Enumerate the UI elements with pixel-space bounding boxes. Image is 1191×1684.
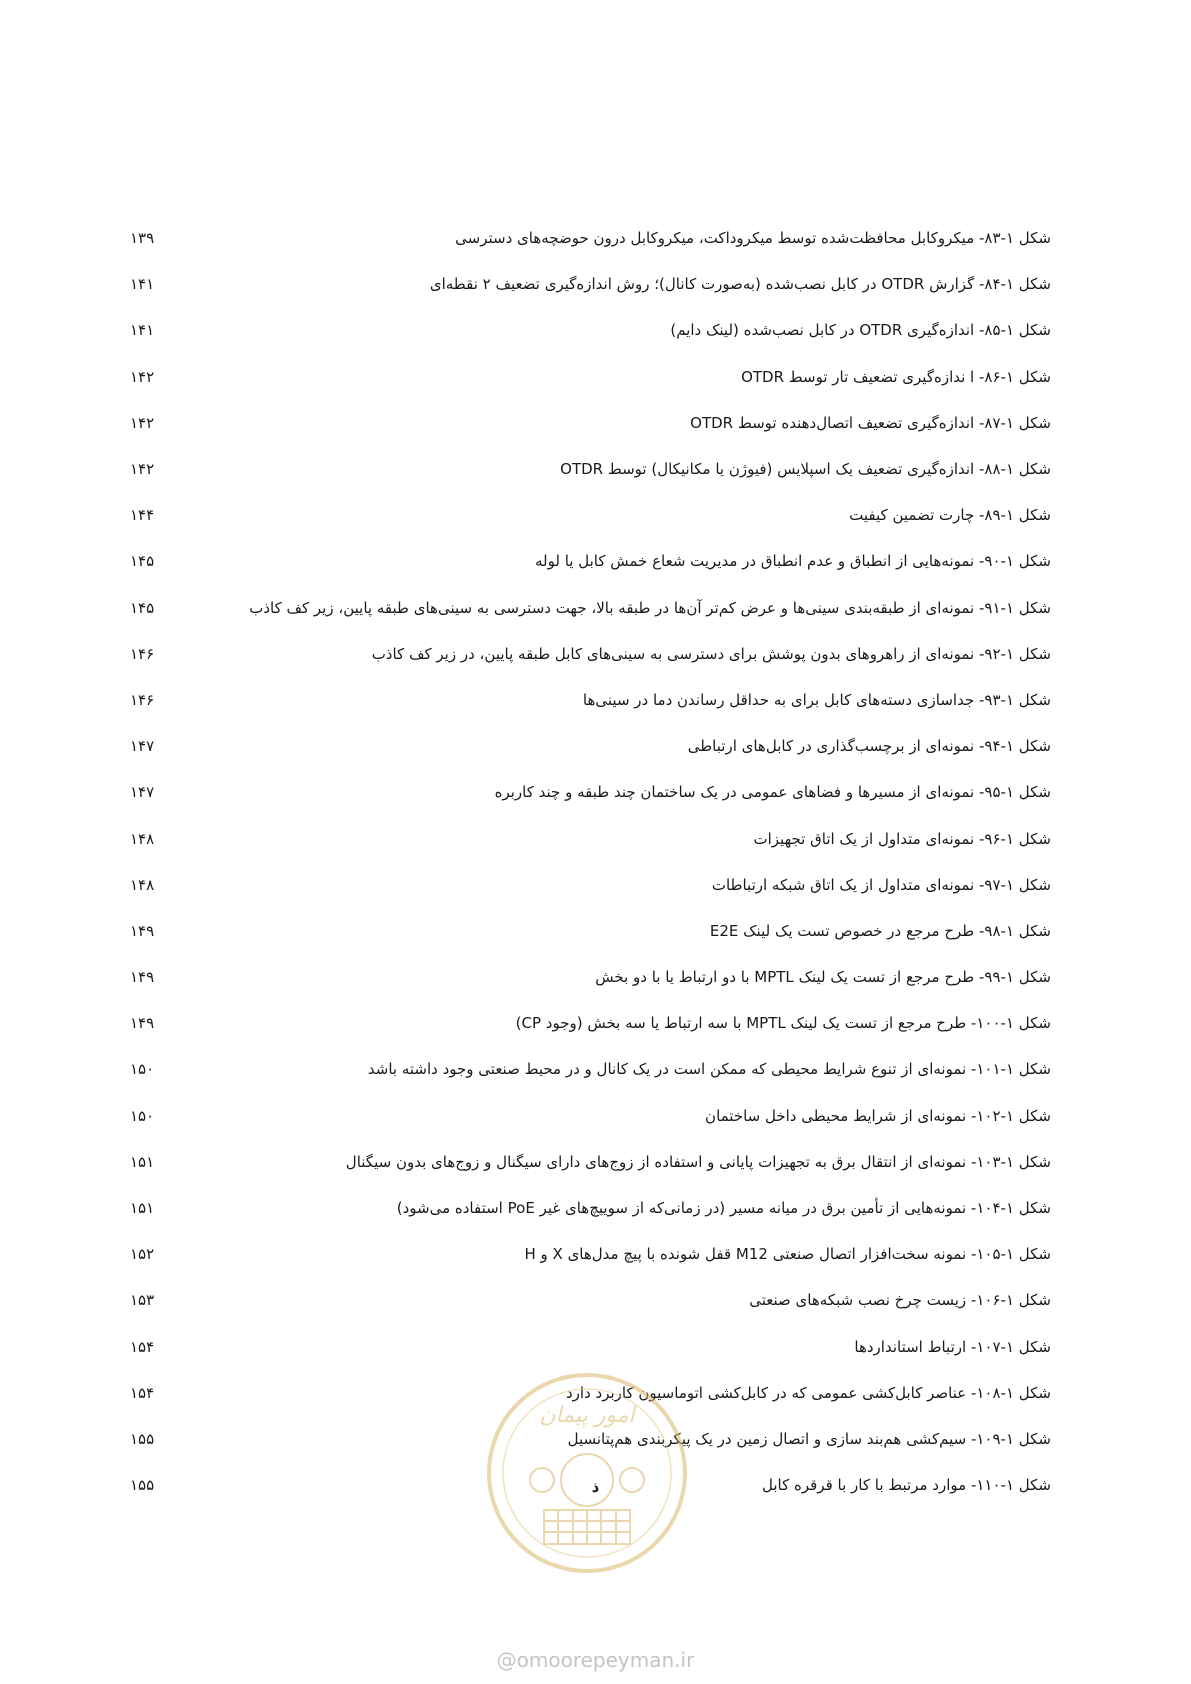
figure-title: شکل ۱-۹۱- نمونه‌ای از طبقه‌بندی سینی‌ها و عرض کم‌تر آن‌ها در طبقه بالا، جهت دسترسی به سینی‌های طبقه پایین، زیر کف کاذب (249, 598, 1051, 617)
figure-title: شکل ۱-۱۰۴- نمونه‌هایی از تأمین برق در میانه مسیر (در زمانی‌که از سوییچ‌های غیر PoE استفاده می‌شود) (396, 1199, 1051, 1218)
figure-title: شکل ۱-۹۷- نمونه‌ای متداول از یک اتاق شبکه ارتباطات (711, 875, 1051, 894)
page-number: ۱۵۱ (130, 1152, 155, 1171)
toc-row[interactable] (130, 908, 1051, 954)
page-number: ۱۴۶ (130, 690, 155, 709)
toc-row[interactable] (130, 1000, 1051, 1046)
toc-row[interactable] (130, 538, 1051, 584)
figure-title: شکل ۱-۱۰۹- سیم‌کشی هم‌بند سازی و اتصال زمین در یک پیکربندی هم‌پتانسیل (567, 1429, 1051, 1448)
figure-title: شکل ۱-۱۰۲- نمونه‌ای از شرایط محیطی داخل ساختمان (705, 1106, 1051, 1125)
page-number: ۱۵۰ (130, 1106, 155, 1125)
figure-title: شکل ۱-۹۳- جداسازی دسته‌های کابل برای به حداقل رساندن دما در سینی‌ها (582, 690, 1051, 709)
figure-title: شکل ۱-۹۵- نمونه‌ای از مسیرها و فضاهای عمومی در یک ساختمان چند طبقه و چند کاربره (494, 783, 1051, 802)
toc-row[interactable] (130, 1324, 1051, 1370)
page-number: ۱۴۲ (130, 460, 155, 479)
toc-row[interactable] (130, 1046, 1051, 1092)
watermark-url: @omoorepeyman.ir (496, 1648, 695, 1672)
page-number: ۱۵۵ (130, 1476, 155, 1495)
figure-title: شکل ۱-۸۳- میکروکابل محافظت‌شده توسط میکروداکت، میکروکابل درون حوضچه‌های دسترسی (455, 229, 1051, 248)
figure-title: شکل ۱-۹۲- نمونه‌ای از راهروهای بدون پوشش برای دسترسی به سینی‌های کابل طبقه پایین، در زیر کف کاذب (371, 644, 1051, 663)
toc-row[interactable] (130, 492, 1051, 538)
page-number: ۱۴۹ (130, 921, 155, 940)
page-number: ۱۵۲ (130, 1245, 155, 1264)
page-number: ۱۴۴ (130, 506, 155, 525)
figure-title: شکل ۱-۸۴- گزارش OTDR در کابل نصب‌شده (به‌صورت کانال)؛ روش اندازه‌گیری تضعیف ۲ نقطه‌ای (429, 275, 1051, 294)
page-number: ۱۴۶ (130, 644, 155, 663)
page-number: ۱۴۵ (130, 598, 155, 617)
figure-title: شکل ۱-۸۹- چارت تضمین کیفیت (849, 506, 1051, 525)
page-number: ۱۴۱ (130, 275, 155, 294)
figure-title: شکل ۱-۱۱۰- موارد مرتبط با کار با قرقره کابل (762, 1476, 1051, 1495)
toc-row[interactable] (130, 585, 1051, 631)
page-number: ۱۵۱ (130, 1199, 155, 1218)
page-number: ۱۵۰ (130, 1060, 155, 1079)
figure-title: شکل ۱-۱۰۳- نمونه‌ای از انتقال برق به تجهیزات پایانی و استفاده از زوج‌های دارای سیگنال و زوج‌های بدون سیگنال (345, 1152, 1051, 1171)
page-number: ۱۴۸ (130, 875, 155, 894)
toc-row[interactable] (130, 1231, 1051, 1277)
figure-title: شکل ۱-۸۵- اندازه‌گیری OTDR در کابل نصب‌شده (لینک دایم) (670, 321, 1051, 340)
toc-row[interactable] (130, 261, 1051, 307)
toc-row[interactable] (130, 354, 1051, 400)
figure-title: شکل ۱-۸۷- اندازه‌گیری تضعیف اتصال‌دهنده توسط OTDR (690, 413, 1051, 432)
page-number: ۱۳۹ (130, 229, 155, 248)
page-number: ۱۴۲ (130, 367, 155, 386)
toc-row[interactable] (130, 862, 1051, 908)
page-number: ۱۵۴ (130, 1337, 155, 1356)
toc-row[interactable] (130, 815, 1051, 861)
toc-row[interactable] (130, 1139, 1051, 1185)
page-number: ۱۴۲ (130, 413, 155, 432)
toc-row[interactable] (130, 954, 1051, 1000)
toc-row[interactable] (130, 400, 1051, 446)
figure-list (130, 215, 1051, 1508)
figure-title: شکل ۱-۹۴- نمونه‌ای از برچسب‌گذاری در کابل‌های ارتباطی (687, 737, 1051, 756)
watermark-seal-text: امور پیمان (539, 1403, 635, 1428)
toc-row[interactable] (130, 307, 1051, 353)
figure-title: شکل ۱-۹۶- نمونه‌ای متداول از یک اتاق تجهیزات (753, 829, 1051, 848)
page-marker: ذ (591, 1478, 600, 1496)
figure-title: شکل ۱-۱۰۱- نمونه‌ای از تنوع شرایط محیطی که ممکن است در یک کانال و در محیط صنعتی وجود داشته باشد (367, 1060, 1051, 1079)
toc-row[interactable] (130, 215, 1051, 261)
page-number: ۱۴۵ (130, 552, 155, 571)
figure-title: شکل ۱-۸۶- ا ندازه‌گیری تضعیف تار توسط OTDR (741, 367, 1051, 386)
toc-row[interactable] (130, 1093, 1051, 1139)
figure-title: شکل ۱-۱۰۵- نمونه سخت‌افزار اتصال صنعتی M12 قفل شونده با پیچ مدل‌های X و H (524, 1245, 1051, 1264)
page-number: ۱۴۸ (130, 829, 155, 848)
page-number: ۱۴۱ (130, 321, 155, 340)
figure-title: شکل ۱-۹۹- طرح مرجع از تست یک لینک MPTL با دو ارتباط یا با دو بخش (595, 968, 1051, 987)
page-number: ۱۵۵ (130, 1429, 155, 1448)
figure-title: شکل ۱-۱۰۷- ارتباط استانداردها (854, 1337, 1051, 1356)
toc-row[interactable] (130, 1416, 1051, 1462)
page-number: ۱۵۳ (130, 1291, 155, 1310)
toc-row[interactable] (130, 677, 1051, 723)
toc-row[interactable] (130, 1185, 1051, 1231)
toc-row[interactable] (130, 446, 1051, 492)
page-number: ۱۴۷ (130, 783, 155, 802)
toc-row[interactable] (130, 769, 1051, 815)
toc-row[interactable] (130, 1277, 1051, 1323)
toc-row[interactable] (130, 631, 1051, 677)
figure-title: شکل ۱-۱۰۸- عناصر کابل‌کشی عمومی که در کابل‌کشی اتوماسیون کاربرد دارد (566, 1383, 1051, 1402)
figure-title: شکل ۱-۱۰۰- طرح مرجع از تست یک لینک MPTL با سه ارتباط یا سه بخش (وجود CP) (515, 1014, 1051, 1033)
toc-row[interactable] (130, 723, 1051, 769)
figure-title: شکل ۱-۹۰- نمونه‌هایی از انطباق و عدم انطباق در مدیریت شعاع خمش کابل یا لوله (535, 552, 1051, 571)
figure-title: شکل ۱-۹۸- طرح مرجع در خصوص تست یک لینک E2E (709, 921, 1051, 940)
figure-title: شکل ۱-۱۰۶- زیست چرخ نصب شبکه‌های صنعتی (749, 1291, 1051, 1310)
page-number: ۱۵۴ (130, 1383, 155, 1402)
page-number: ۱۴۷ (130, 737, 155, 756)
figure-title: شکل ۱-۸۸- اندازه‌گیری تضعیف یک اسپلایس (فیوژن یا مکانیکال) توسط OTDR (560, 460, 1051, 479)
page-number: ۱۴۹ (130, 1014, 155, 1033)
page-number: ۱۴۹ (130, 968, 155, 987)
toc-row[interactable] (130, 1370, 1051, 1416)
